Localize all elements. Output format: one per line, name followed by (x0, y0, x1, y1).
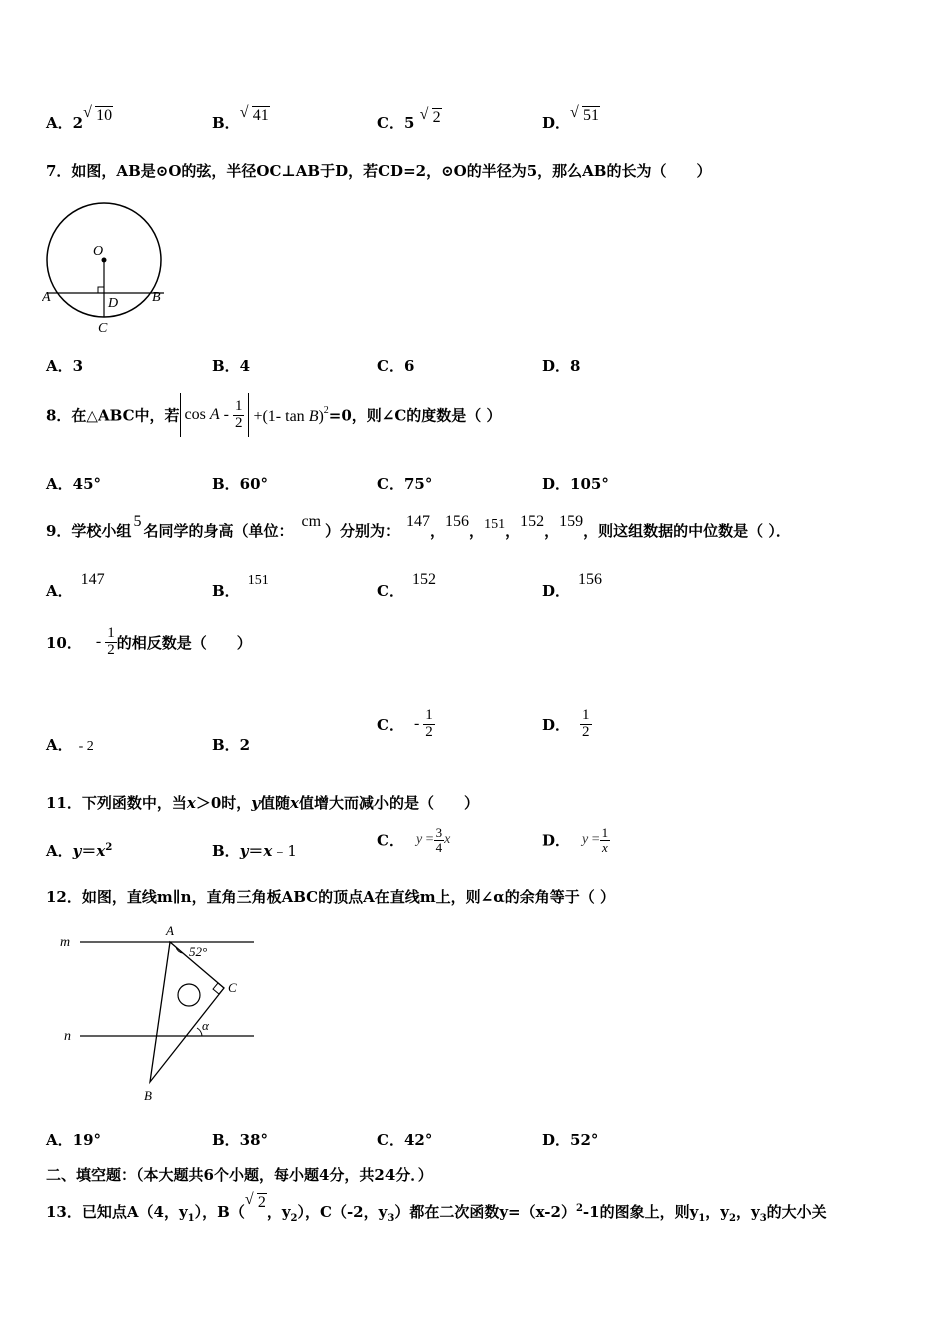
right-angle-mark (98, 287, 104, 293)
fraction: $\frac{1}{x}$ (601, 825, 609, 855)
q10-option-a: A． - 2 (46, 736, 94, 754)
q10-option-c: C． - $\frac{1}{2}$ (377, 707, 433, 740)
q6-option-c: C．5 √ 2 (377, 112, 442, 133)
label-angle-52: 52° (189, 944, 208, 959)
q7-option-d: D．8 (542, 357, 581, 375)
q6-option-b: B．√ 41 (212, 112, 270, 133)
label-n: n (64, 1029, 71, 1044)
q9-option-b: B．151 (212, 573, 269, 600)
sqrt-symbol: √ 2 (245, 1194, 267, 1212)
triangle-abc (150, 942, 224, 1082)
q7-option-c: C．6 (377, 357, 415, 375)
q12-option-d: D．52° (542, 1131, 599, 1149)
fraction: $\frac{1}{2}$ (107, 625, 115, 658)
q9-option-a: A．147 (46, 571, 105, 600)
q12-option-c: C．42° (377, 1131, 433, 1149)
q12-stem: 12．如图，直线m∥n，直角三角板ABC的顶点A在直线m上，则∠α的余角等于（ ） (46, 888, 615, 906)
absolute-value: cos A - $\frac{1}{2}$ (180, 393, 250, 437)
q12-triangle-figure (52, 918, 262, 1108)
q8-option-b: B．60° (212, 475, 269, 493)
q13-stem: 13．已知点A（4，$y_1$），B（√ 2，$y_2$），C（-2，$y_3$）都在二次函数$y=(x-2)^2-1$的图象上，则$y_1$，$y_2$，$y_3$的大小关 (46, 1201, 827, 1224)
q10-stem: 10． - $\frac{1}{2}$ 的相反数是（ ） (46, 625, 252, 658)
fraction: $\frac{3}{4}$ (435, 825, 443, 855)
q7-option-a: A．3 (46, 357, 84, 375)
label-b: B (152, 290, 161, 305)
fraction: $\frac{1}{2}$ (582, 707, 590, 740)
label-a: A (42, 290, 51, 305)
q11-option-a: A．$y=x^2$ (46, 842, 113, 860)
q8-option-c: C．75° (377, 475, 433, 493)
q11-option-b: B．y＝x﹣1 (212, 842, 297, 860)
q7-circle-figure (42, 198, 170, 338)
label-a: A (166, 923, 174, 938)
q12-option-a: A．19° (46, 1131, 102, 1149)
q8-option-a: A．45° (46, 475, 102, 493)
label-m: m (60, 935, 71, 950)
sqrt-symbol: √ 41 (240, 107, 270, 125)
right-angle-mark (213, 983, 224, 994)
q10-option-d: D． $\frac{1}{2}$ (542, 707, 590, 740)
q7-stem: 7．如图，AB是⊙O的弦，半径OC⊥AB于D，若CD=2，⊙O的半径为5，那么AB的长为（ ） (46, 162, 712, 180)
q10-option-b: B．2 (212, 736, 251, 754)
q6-option-a: A．2√ 10 (46, 112, 113, 133)
q12-option-b: B．38° (212, 1131, 269, 1149)
q9-option-c: C．152 (377, 571, 436, 600)
section-2-title: 二、填空题：（本大题共6个小题，每小题4分，共24分．） (46, 1166, 433, 1184)
sqrt-symbol: √ 51 (570, 107, 600, 125)
q9-stem: 9．学校小组5名同学的身高（单位：cm）分别为：147，156，151，152，159，则这组数据的中位数是（ ）． (46, 513, 791, 540)
q11-option-d: D． y = $\frac{1}{x}$ (542, 825, 609, 855)
label-alpha: α (202, 1018, 209, 1033)
q11-option-c: C． y = $\frac{3}{4}$ x (377, 825, 451, 855)
sqrt-symbol: √ 10 (83, 107, 113, 125)
label-o: O (93, 244, 104, 259)
q7-option-b: B．4 (212, 357, 251, 375)
label-d: D (108, 296, 119, 311)
label-b: B (144, 1088, 152, 1103)
sqrt-symbol: √ 2 (420, 109, 442, 127)
q9-option-d: D．156 (542, 571, 603, 600)
q8-option-d: D．105° (542, 475, 609, 493)
q8-stem: 8．在△ABC中，若 cos A - $\frac{1}{2}$ +(1- tan B)$^2$=0，则∠C的度数是（ ） (46, 393, 502, 437)
label-c: C (228, 980, 237, 995)
q6-option-d: D．√ 51 (542, 112, 600, 133)
triangle-hole (178, 984, 200, 1006)
label-c: C (98, 321, 108, 336)
q11-stem: 11．下列函数中，当x＞0时，y值随x值增大而减小的是（ ） (46, 794, 479, 812)
fraction: $\frac{1}{2}$ (425, 707, 433, 740)
